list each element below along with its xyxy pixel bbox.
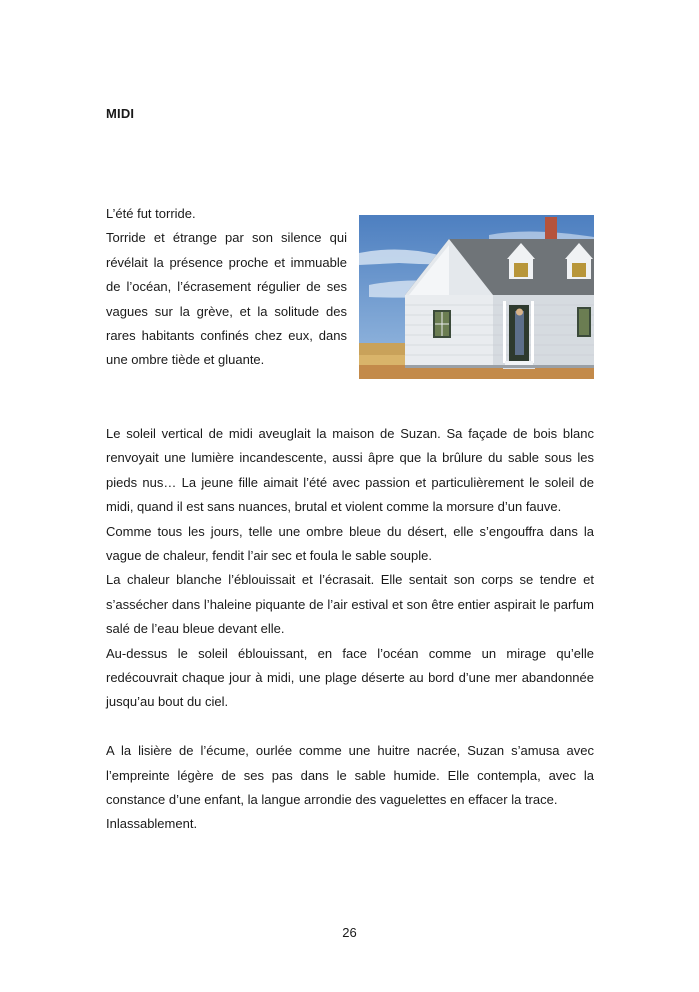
paragraph-last: Inlassablement. bbox=[106, 816, 198, 832]
intro-paragraph: Torride et étrange par son silence qui révélait la présence proche et immuable de l’océan, l’écrasement régulier de ses vagues sur la grève, et la solitude des rares habitants confinés chez eux, dans une ombre tiède et gluante. bbox=[106, 230, 347, 368]
body-text bbox=[106, 422, 594, 837]
paragraph-gap bbox=[106, 715, 594, 739]
intro-block bbox=[106, 202, 347, 373]
paragraph: A la lisière de l’écume, ourlée comme une huitre nacrée, Suzan s’amusa avec l’empreinte légère de ses pas dans le sable humide. Elle contempla, avec la constance d’une enfant, la langue arrondie des vaguelettes en effacer la trace. bbox=[106, 743, 594, 808]
chapter-heading: MIDI bbox=[106, 106, 135, 121]
paragraph: Au-dessus le soleil éblouissant, en face l’océan comme un mirage qu’elle redécouvrait chaque jour à midi, une plage déserte au bord d’une mer abandonnée jusqu’au bout du ciel. bbox=[106, 645, 594, 710]
intro-first-line: L’été fut torride. bbox=[106, 206, 196, 221]
paragraph: La chaleur blanche l’éblouissait et l’écrasait. Elle sentait son corps se tendre et s’assécher dans l’haleine piquante de l’air estival et son être entier aspirait le parfum salé de l’eau bleue devant elle. bbox=[106, 572, 594, 637]
page-number: 26 bbox=[342, 925, 357, 940]
paragraph: Comme tous les jours, telle une ombre bleue du désert, elle s’engouffra dans la vague de chaleur, fendit l’air sec et foula le sable souple. bbox=[106, 523, 594, 564]
woman-figure bbox=[515, 311, 524, 355]
paragraph: Le soleil vertical de midi aveuglait la maison de Suzan. Sa façade de bois blanc renvoyait une lumière incandescente, aussi âpre que la brûlure du sable sous les pieds nus… La jeune fille aimait l’été avec passion et particulièrement le soleil de midi, quand il est sans nuances, brutal et violent comme la morsure d’un fauve. bbox=[106, 426, 594, 515]
house-painting-image bbox=[359, 215, 594, 379]
